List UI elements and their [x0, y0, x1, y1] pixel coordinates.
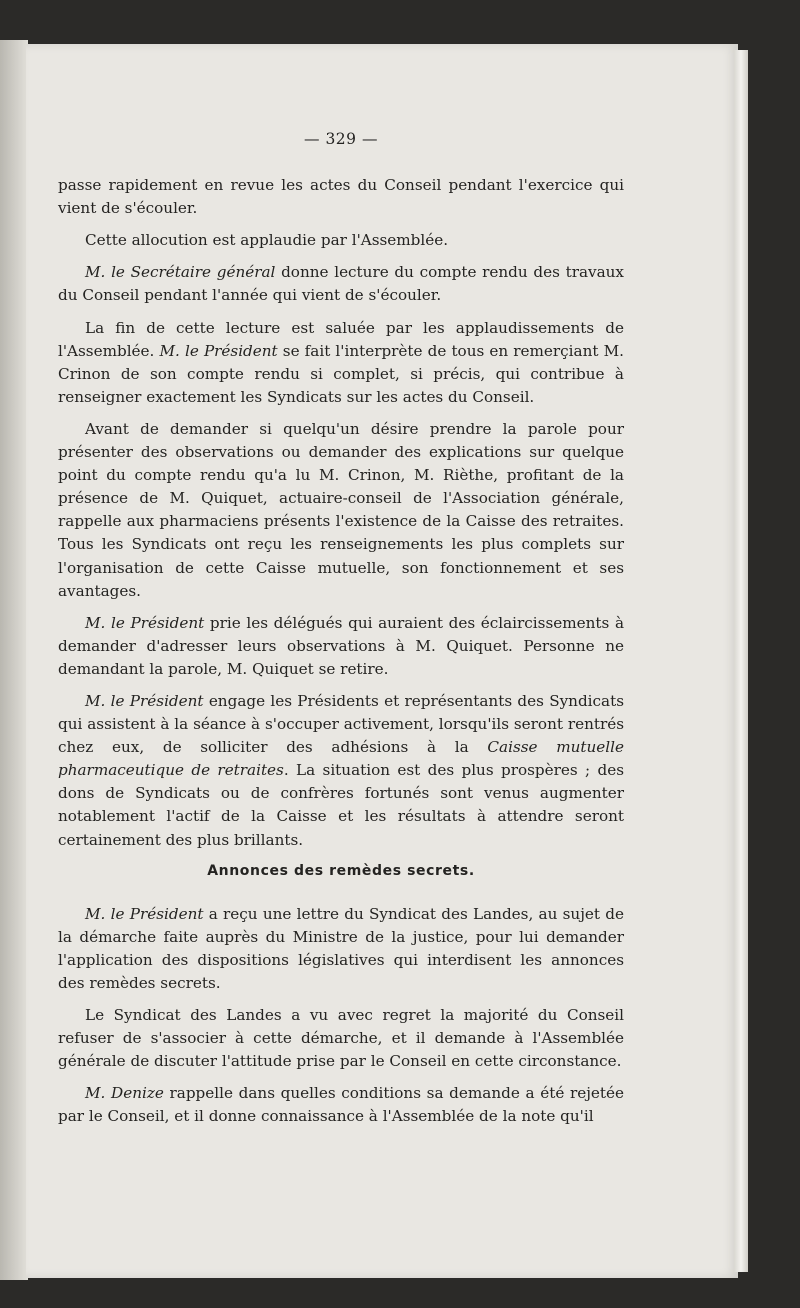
text-run: La fin de cette lecture est saluée par les applaudissements de l'Assemblée. [58, 318, 624, 360]
paragraph [58, 261, 624, 307]
section-heading: Annonces des remèdes secrets. [207, 862, 475, 879]
paragraph [58, 690, 624, 852]
paragraph [58, 612, 624, 681]
italic-run: M. le Président [85, 691, 204, 710]
page-text [58, 128, 624, 1137]
body-before-heading [58, 174, 624, 852]
italic-run: M. le Secrétaire général [85, 263, 276, 282]
previous-page-edge [0, 40, 28, 1280]
page-number: — 329 — [304, 130, 378, 148]
text-run: rappelle dans quelles conditions sa demande a été rejetée par le Conseil, et il donne connaissance à l'Assemblée de la note qu'il [58, 1084, 625, 1126]
italic-run: M. Denize [85, 1084, 164, 1103]
paragraph [58, 1082, 624, 1128]
paragraph [58, 1004, 624, 1073]
paragraph [58, 418, 624, 603]
paragraph [58, 903, 624, 995]
italic-run: Caisse mutuelle pharmaceutique de retraites [58, 738, 624, 780]
paragraph [58, 174, 624, 220]
text-run: prie les délégués qui auraient des éclaircissements à demander d'adresser leurs observations à M. Quiquet. Personne ne demandant la parole, M. Quiquet se retire. [58, 613, 625, 678]
italic-run: M. le Président [85, 613, 205, 632]
paragraph [58, 317, 624, 409]
text-run: Le Syndicat des Landes a vu avec regret la majorité du Conseil refuser de s'associer à cette démarche, et il demande à l'Assemblée générale de discuter l'attitude prise par le Conseil en cette circonstance. [58, 1006, 624, 1071]
text-run: donne lecture du compte rendu des travaux du Conseil pendant l'année qui vient de s'écouler. [58, 263, 624, 305]
text-run: Cette allocution est applaudie par l'Assemblée. [85, 231, 449, 250]
text-run: passe rapidement en revue les actes du Conseil pendant l'exercice qui vient de s'écouler. [58, 176, 624, 218]
text-run: a reçu une lettre du Syndicat des Landes, au sujet de la démarche faite auprès du Ministre de la justice, pour lui demander l'application des dispositions législatives qui interdisent les annonces des remèdes secrets. [58, 904, 624, 992]
italic-run: M. le Président [159, 341, 278, 360]
text-run: se fait l'interprète de tous en remerçiant M. Crinon de son compte rendu si complet, si précis, qui contribue à renseigner exactement les Syndicats sur les actes du Conseil. [58, 341, 624, 406]
page-stack-edge [734, 50, 748, 1272]
paragraph [58, 229, 624, 252]
text-run: . La situation est des plus prospères ; des dons de Syndicats ou de confrères fortunés sont venus augmenter notablement l'actif de la Caisse et les résultats à attendre seront certainement des plus brillants. [58, 761, 624, 849]
text-run: Avant de demander si quelqu'un désire prendre la parole pour présenter des observations ou demander des explications sur quelque point du compte rendu qu'a lu M. Crinon, M. Rièthe, profitant de la présence de M. Quiquet, actuaire-conseil de l'Association générale, rappelle aux pharmaciens présents l'existence de la Caisse des retraites. Tous les Syndicats ont reçu les renseignements les plus complets sur l'organisation de cette Caisse mutuelle, son fonctionnement et ses avantages. [58, 419, 624, 600]
text-run: engage les Présidents et représentants des Syndicats qui assistent à la séance à s'occuper activement, lorsqu'ils seront rentrés chez eux, de solliciter des adhésions à la [58, 691, 624, 757]
italic-run: M. le Président [85, 904, 204, 923]
body-after-heading [58, 903, 624, 1129]
